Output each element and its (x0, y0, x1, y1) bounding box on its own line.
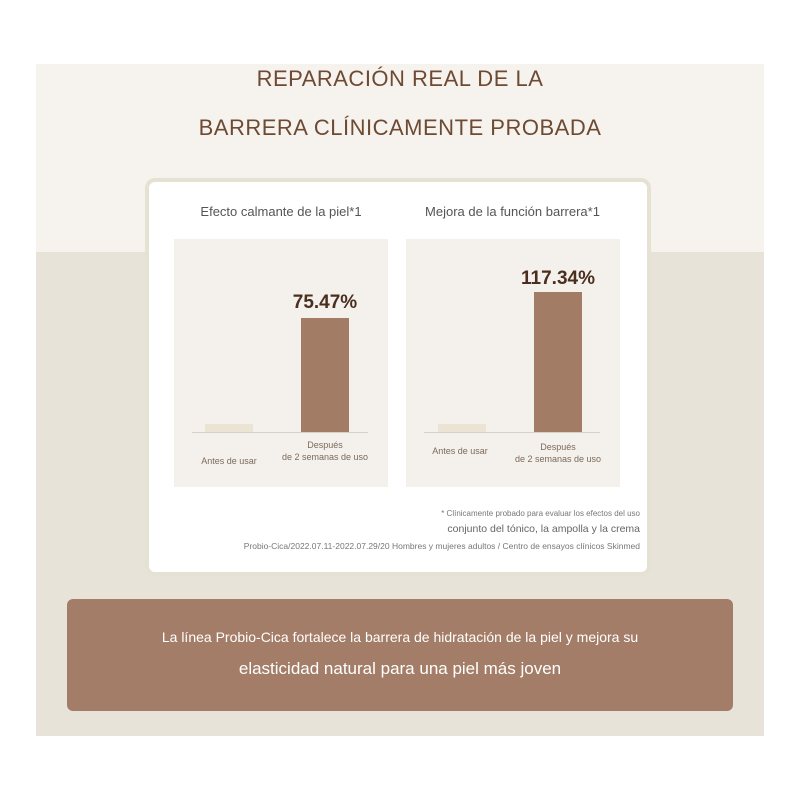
panel-1-baseline (192, 432, 368, 433)
panel-2-title: Mejora de la función barrera*1 (425, 204, 600, 219)
panel-2-baseline (424, 432, 600, 433)
panel-2-after-label-1: Después (540, 442, 576, 452)
footnote-line-2: conjunto del tónico, la ampolla y la crema (447, 523, 640, 535)
summary-line-1: La línea Probio-Cica fortalece la barrera de hidratación de la piel y mejora su (161, 629, 639, 645)
panel-2-bar-after (534, 292, 582, 432)
panel-1-value-label: 75.47% (292, 292, 358, 313)
panel-1-bar-before (205, 424, 253, 432)
summary-banner (67, 599, 733, 711)
headline-line-1: REPARACIÓN REAL DE LA (256, 66, 544, 91)
panel-1-after-label-2: de 2 semanas de uso (281, 452, 369, 462)
headline-line-2: BARRERA CLÍNICAMENTE PROBADA (198, 115, 602, 140)
panel-2-after-label-2: de 2 semanas de uso (514, 454, 602, 464)
panel-2-bar-before (438, 424, 486, 432)
footnote-line-1: * Clínicamente probado para evaluar los efectos del uso (441, 509, 640, 518)
panel-1-before-label: Antes de usar (201, 456, 257, 466)
panel-2-before-label: Antes de usar (432, 446, 488, 456)
panel-1-bar-after (301, 318, 349, 432)
summary-line-2: elasticidad natural para una piel más joven (238, 659, 562, 678)
panel-1-title: Efecto calmante de la piel*1 (200, 204, 362, 219)
panel-1-after-label-1: Después (307, 440, 343, 450)
footnote-line-3: Probio-Cica/2022.07.11-2022.07.29/20 Hombres y mujeres adultos / Centro de ensayos clínicos Skinmed (243, 541, 640, 551)
panel-2-value-label: 117.34% (521, 268, 595, 289)
